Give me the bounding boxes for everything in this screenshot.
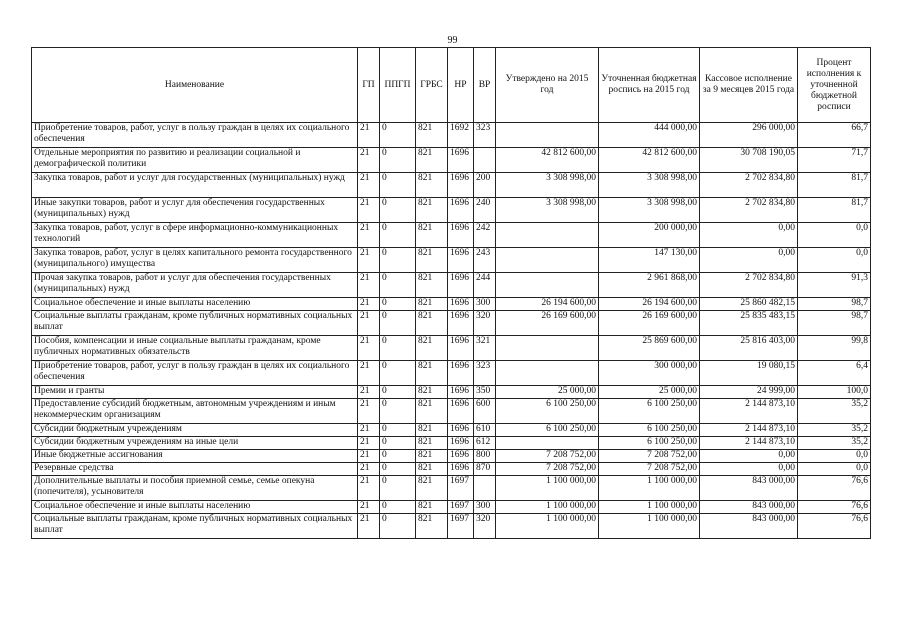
cell-grbs: 821 <box>416 424 448 437</box>
cell-cash: 25 860 482,15 <box>700 298 798 311</box>
table-row <box>32 248 871 273</box>
cell-np: 1696 <box>448 361 474 386</box>
header-refined: Уточненная бюджетная роспись на 2015 год <box>599 48 700 123</box>
header-approved: Утверждено на 2015 год <box>496 48 599 123</box>
cell-gp: 21 <box>358 399 380 424</box>
header-np: НР <box>448 48 474 123</box>
cell-cash: 2 702 834,80 <box>700 173 798 198</box>
cell-gp: 21 <box>358 386 380 399</box>
table-row <box>32 223 871 248</box>
table-row <box>32 463 871 476</box>
cell-refined: 42 812 600,00 <box>599 148 700 173</box>
cell-approved <box>496 273 599 298</box>
cell-ppgp: 0 <box>380 476 416 501</box>
cell-np: 1696 <box>448 223 474 248</box>
cell-cash: 843 000,00 <box>700 476 798 501</box>
cell-name: Предоставление субсидий бюджетным, автономным учреждениям и иным некоммерческим организациям <box>32 399 358 424</box>
cell-grbs: 821 <box>416 399 448 424</box>
cell-ppgp: 0 <box>380 123 416 148</box>
cell-percent: 76,6 <box>798 476 871 501</box>
cell-vr: 200 <box>474 173 496 198</box>
cell-np: 1696 <box>448 463 474 476</box>
cell-approved: 3 308 998,00 <box>496 198 599 223</box>
cell-vr: 610 <box>474 424 496 437</box>
cell-percent: 0,0 <box>798 223 871 248</box>
cell-ppgp: 0 <box>380 298 416 311</box>
cell-ppgp: 0 <box>380 223 416 248</box>
cell-grbs: 821 <box>416 437 448 450</box>
header-grbs: ГРБС <box>416 48 448 123</box>
cell-approved: 6 100 250,00 <box>496 399 599 424</box>
cell-name: Иные закупки товаров, работ и услуг для обеспечения государственных (муниципальных) нужд <box>32 198 358 223</box>
cell-vr: 244 <box>474 273 496 298</box>
cell-grbs: 821 <box>416 501 448 514</box>
cell-percent: 35,2 <box>798 399 871 424</box>
cell-percent: 0,0 <box>798 450 871 463</box>
cell-refined: 1 100 000,00 <box>599 514 700 539</box>
cell-approved <box>496 223 599 248</box>
cell-gp: 21 <box>358 514 380 539</box>
header-cash: Кассовое исполнение за 9 месяцев 2015 года <box>700 48 798 123</box>
cell-cash: 2 144 873,10 <box>700 437 798 450</box>
table-row <box>32 148 871 173</box>
cell-gp: 21 <box>358 148 380 173</box>
cell-gp: 21 <box>358 311 380 336</box>
cell-cash: 0,00 <box>700 463 798 476</box>
cell-vr: 320 <box>474 311 496 336</box>
cell-ppgp: 0 <box>380 514 416 539</box>
cell-approved: 6 100 250,00 <box>496 424 599 437</box>
cell-percent: 99,8 <box>798 336 871 361</box>
cell-ppgp: 0 <box>380 198 416 223</box>
cell-ppgp: 0 <box>380 336 416 361</box>
cell-np: 1696 <box>448 298 474 311</box>
cell-np: 1696 <box>448 437 474 450</box>
cell-gp: 21 <box>358 273 380 298</box>
cell-name: Субсидии бюджетным учреждениям на иные цели <box>32 437 358 450</box>
cell-cash: 843 000,00 <box>700 501 798 514</box>
header-vr: ВР <box>474 48 496 123</box>
cell-vr: 321 <box>474 336 496 361</box>
table-row <box>32 450 871 463</box>
header-percent: Процент исполнения к уточненной бюджетной росписи <box>798 48 871 123</box>
cell-np: 1696 <box>448 273 474 298</box>
cell-approved <box>496 336 599 361</box>
cell-vr: 612 <box>474 437 496 450</box>
cell-ppgp: 0 <box>380 399 416 424</box>
cell-gp: 21 <box>358 437 380 450</box>
cell-refined: 2 961 868,00 <box>599 273 700 298</box>
cell-refined: 3 308 998,00 <box>599 198 700 223</box>
table-row <box>32 476 871 501</box>
cell-vr: 800 <box>474 450 496 463</box>
cell-approved: 1 100 000,00 <box>496 514 599 539</box>
cell-percent: 98,7 <box>798 311 871 336</box>
cell-percent: 66,7 <box>798 123 871 148</box>
cell-refined: 25 000,00 <box>599 386 700 399</box>
cell-vr: 323 <box>474 123 496 148</box>
cell-percent: 0,0 <box>798 463 871 476</box>
cell-cash: 24 999,00 <box>700 386 798 399</box>
table-row <box>32 273 871 298</box>
cell-vr: 300 <box>474 501 496 514</box>
cell-refined: 300 000,00 <box>599 361 700 386</box>
cell-percent: 76,6 <box>798 514 871 539</box>
cell-refined: 1 100 000,00 <box>599 476 700 501</box>
cell-approved: 3 308 998,00 <box>496 173 599 198</box>
cell-gp: 21 <box>358 248 380 273</box>
cell-cash: 25 835 483,15 <box>700 311 798 336</box>
cell-gp: 21 <box>358 424 380 437</box>
cell-percent: 35,2 <box>798 437 871 450</box>
cell-vr: 243 <box>474 248 496 273</box>
cell-cash: 843 000,00 <box>700 514 798 539</box>
cell-name: Закупка товаров, работ, услуг в целях капитального ремонта государственного (муниципального) имущества <box>32 248 358 273</box>
cell-gp: 21 <box>358 198 380 223</box>
cell-approved: 26 169 600,00 <box>496 311 599 336</box>
cell-np: 1692 <box>448 123 474 148</box>
cell-refined: 444 000,00 <box>599 123 700 148</box>
cell-grbs: 821 <box>416 248 448 273</box>
cell-percent: 76,6 <box>798 501 871 514</box>
cell-vr: 300 <box>474 298 496 311</box>
cell-grbs: 821 <box>416 298 448 311</box>
cell-name: Прочая закупка товаров, работ и услуг для обеспечения государственных (муниципальных) нужд <box>32 273 358 298</box>
header-gp: ГП <box>358 48 380 123</box>
cell-name: Приобретение товаров, работ, услуг в пользу граждан в целях их социального обеспечения <box>32 123 358 148</box>
cell-np: 1696 <box>448 386 474 399</box>
cell-approved: 7 208 752,00 <box>496 450 599 463</box>
cell-ppgp: 0 <box>380 311 416 336</box>
cell-refined: 147 130,00 <box>599 248 700 273</box>
cell-approved: 25 000,00 <box>496 386 599 399</box>
cell-name: Отдельные мероприятия по развитию и реализации социальной и демографической политики <box>32 148 358 173</box>
cell-vr: 350 <box>474 386 496 399</box>
cell-name: Субсидии бюджетным учреждениям <box>32 424 358 437</box>
cell-grbs: 821 <box>416 361 448 386</box>
cell-gp: 21 <box>358 450 380 463</box>
cell-grbs: 821 <box>416 311 448 336</box>
cell-refined: 200 000,00 <box>599 223 700 248</box>
cell-ppgp: 0 <box>380 424 416 437</box>
cell-gp: 21 <box>358 501 380 514</box>
header-name: Наименование <box>32 48 358 123</box>
cell-approved: 26 194 600,00 <box>496 298 599 311</box>
cell-grbs: 821 <box>416 336 448 361</box>
table-row <box>32 501 871 514</box>
cell-refined: 6 100 250,00 <box>599 399 700 424</box>
cell-gp: 21 <box>358 223 380 248</box>
cell-refined: 1 100 000,00 <box>599 501 700 514</box>
cell-np: 1696 <box>448 198 474 223</box>
cell-np: 1697 <box>448 476 474 501</box>
cell-cash: 2 702 834,80 <box>700 198 798 223</box>
cell-name: Социальное обеспечение и иные выплаты населению <box>32 298 358 311</box>
cell-np: 1696 <box>448 173 474 198</box>
cell-cash: 296 000,00 <box>700 123 798 148</box>
cell-percent: 71,7 <box>798 148 871 173</box>
cell-percent: 0,0 <box>798 248 871 273</box>
cell-np: 1696 <box>448 399 474 424</box>
cell-grbs: 821 <box>416 386 448 399</box>
table-row <box>32 311 871 336</box>
table-row <box>32 123 871 148</box>
cell-ppgp: 0 <box>380 361 416 386</box>
cell-approved <box>496 248 599 273</box>
cell-name: Резервные средства <box>32 463 358 476</box>
cell-ppgp: 0 <box>380 386 416 399</box>
cell-refined: 26 169 600,00 <box>599 311 700 336</box>
cell-refined: 26 194 600,00 <box>599 298 700 311</box>
cell-vr: 323 <box>474 361 496 386</box>
cell-grbs: 821 <box>416 273 448 298</box>
cell-ppgp: 0 <box>380 463 416 476</box>
cell-approved <box>496 437 599 450</box>
cell-percent: 98,7 <box>798 298 871 311</box>
table-row <box>32 424 871 437</box>
cell-approved <box>496 361 599 386</box>
cell-np: 1696 <box>448 148 474 173</box>
cell-ppgp: 0 <box>380 148 416 173</box>
cell-percent: 81,7 <box>798 173 871 198</box>
cell-vr <box>474 148 496 173</box>
table-row <box>32 437 871 450</box>
cell-ppgp: 0 <box>380 273 416 298</box>
cell-name: Социальные выплаты гражданам, кроме публичных нормативных социальных выплат <box>32 311 358 336</box>
cell-grbs: 821 <box>416 223 448 248</box>
cell-approved: 1 100 000,00 <box>496 476 599 501</box>
cell-cash: 30 708 190,05 <box>700 148 798 173</box>
budget-table <box>31 47 871 539</box>
cell-ppgp: 0 <box>380 437 416 450</box>
cell-percent: 6,4 <box>798 361 871 386</box>
table-row <box>32 514 871 539</box>
cell-approved: 1 100 000,00 <box>496 501 599 514</box>
cell-percent: 35,2 <box>798 424 871 437</box>
cell-np: 1696 <box>448 248 474 273</box>
cell-np: 1697 <box>448 501 474 514</box>
cell-np: 1696 <box>448 424 474 437</box>
cell-grbs: 821 <box>416 198 448 223</box>
cell-gp: 21 <box>358 298 380 311</box>
cell-grbs: 821 <box>416 173 448 198</box>
cell-cash: 25 816 403,00 <box>700 336 798 361</box>
cell-cash: 0,00 <box>700 223 798 248</box>
cell-percent: 100,0 <box>798 386 871 399</box>
cell-np: 1697 <box>448 514 474 539</box>
cell-approved: 7 208 752,00 <box>496 463 599 476</box>
cell-cash: 0,00 <box>700 450 798 463</box>
cell-approved: 42 812 600,00 <box>496 148 599 173</box>
cell-gp: 21 <box>358 173 380 198</box>
cell-refined: 7 208 752,00 <box>599 450 700 463</box>
cell-ppgp: 0 <box>380 173 416 198</box>
cell-cash: 2 144 873,10 <box>700 399 798 424</box>
table-row <box>32 361 871 386</box>
cell-percent: 81,7 <box>798 198 871 223</box>
cell-cash: 19 080,15 <box>700 361 798 386</box>
cell-percent: 91,3 <box>798 273 871 298</box>
cell-approved <box>496 123 599 148</box>
cell-vr: 242 <box>474 223 496 248</box>
table-row <box>32 298 871 311</box>
cell-vr: 870 <box>474 463 496 476</box>
cell-refined: 6 100 250,00 <box>599 424 700 437</box>
cell-refined: 6 100 250,00 <box>599 437 700 450</box>
page-number: 99 <box>447 35 458 46</box>
cell-ppgp: 0 <box>380 248 416 273</box>
cell-grbs: 821 <box>416 476 448 501</box>
cell-grbs: 821 <box>416 463 448 476</box>
table-row <box>32 386 871 399</box>
cell-vr <box>474 476 496 501</box>
cell-name: Закупка товаров, работ, услуг в сфере информационно-коммуникационных технологий <box>32 223 358 248</box>
cell-vr: 320 <box>474 514 496 539</box>
cell-grbs: 821 <box>416 148 448 173</box>
table-row <box>32 336 871 361</box>
cell-grbs: 821 <box>416 123 448 148</box>
cell-gp: 21 <box>358 361 380 386</box>
cell-name: Иные бюджетные ассигнования <box>32 450 358 463</box>
table-row <box>32 198 871 223</box>
cell-name: Премии и гранты <box>32 386 358 399</box>
cell-name: Социальное обеспечение и иные выплаты населению <box>32 501 358 514</box>
cell-refined: 25 869 600,00 <box>599 336 700 361</box>
cell-refined: 7 208 752,00 <box>599 463 700 476</box>
cell-grbs: 821 <box>416 514 448 539</box>
cell-ppgp: 0 <box>380 450 416 463</box>
cell-cash: 2 144 873,10 <box>700 424 798 437</box>
cell-name: Закупка товаров, работ и услуг для государственных (муниципальных) нужд <box>32 173 358 198</box>
cell-vr: 240 <box>474 198 496 223</box>
cell-ppgp: 0 <box>380 501 416 514</box>
table-row <box>32 173 871 198</box>
cell-name: Пособия, компенсации и иные социальные выплаты гражданам, кроме публичных нормативных обязательств <box>32 336 358 361</box>
cell-vr: 600 <box>474 399 496 424</box>
header-ppgp: ППГП <box>380 48 416 123</box>
cell-gp: 21 <box>358 476 380 501</box>
cell-cash: 2 702 834,80 <box>700 273 798 298</box>
cell-gp: 21 <box>358 463 380 476</box>
cell-refined: 3 308 998,00 <box>599 173 700 198</box>
cell-np: 1696 <box>448 336 474 361</box>
cell-name: Дополнительные выплаты и пособия приемной семье, семье опекуна (попечителя), усыновителя <box>32 476 358 501</box>
cell-np: 1696 <box>448 450 474 463</box>
cell-grbs: 821 <box>416 450 448 463</box>
table-row <box>32 399 871 424</box>
cell-name: Приобретение товаров, работ, услуг в пользу граждан в целях их социального обеспечения <box>32 361 358 386</box>
cell-cash: 0,00 <box>700 248 798 273</box>
cell-gp: 21 <box>358 336 380 361</box>
cell-name: Социальные выплаты гражданам, кроме публичных нормативных социальных выплат <box>32 514 358 539</box>
cell-gp: 21 <box>358 123 380 148</box>
cell-np: 1696 <box>448 311 474 336</box>
table-header-row <box>32 48 871 123</box>
